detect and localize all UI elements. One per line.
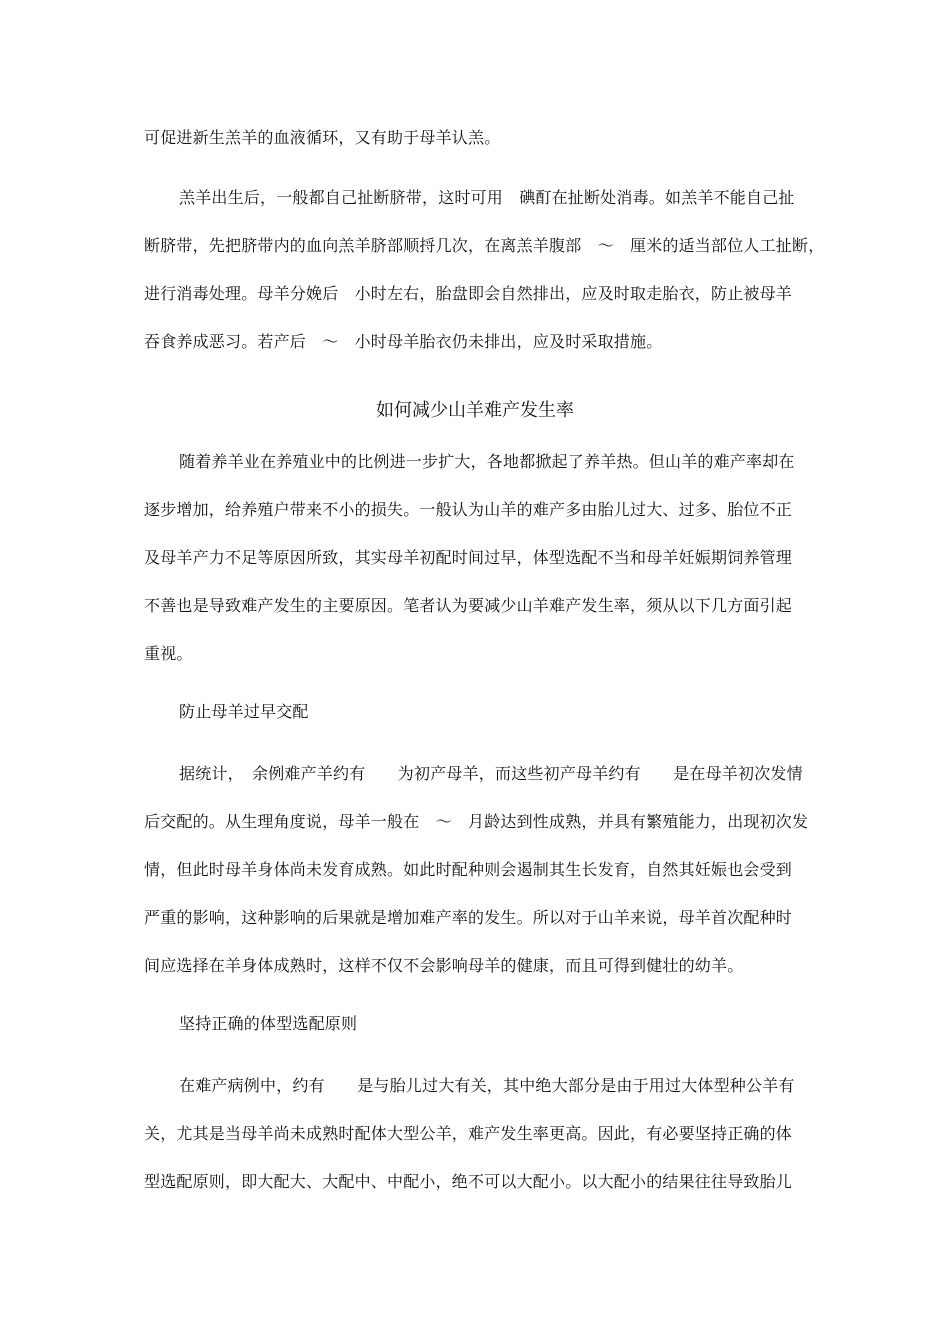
- body-line: 吞食养成恶习。若产后 ～ 小时母羊胎衣仍未排出，应及时采取措施。: [144, 332, 663, 351]
- body-line: 及母羊产力不足等原因所致，其实母羊初配时间过早，体型选配不当和母羊妊娠期饲养管理: [144, 548, 793, 567]
- body-line: 据统计， 余例难产羊约有 为初产母羊，而这些初产母羊约有 是在母羊初次发情: [179, 764, 803, 783]
- body-line: 重视。: [144, 644, 193, 663]
- body-line: 后交配的。从生理角度说，母羊一般在 ～ 月龄达到性成熟，并具有繁殖能力，出现初次发: [144, 812, 809, 831]
- body-line: 逐步增加，给养殖户带来不小的损失。一般认为山羊的难产多由胎儿过大、过多、胎位不正: [144, 500, 793, 519]
- body-line: 情，但此时母羊身体尚未发育成熟。如此时配种则会遏制其生长发育，自然其妊娠也会受到: [144, 860, 793, 879]
- body-line: 严重的影响，这种影响的后果就是增加难产率的发生。所以对于山羊来说，母羊首次配种时: [144, 908, 793, 927]
- body-line: 型选配原则，即大配大、大配中、中配小，绝不可以大配小。以大配小的结果往往导致胎儿: [144, 1172, 793, 1191]
- body-line: 在难产病例中，约有 是与胎儿过大有关，其中绝大部分是由于用过大体型种公羊有: [179, 1076, 795, 1095]
- body-line: 断脐带，先把脐带内的血向羔羊脐部顺捋几次，在离羔羊腹部 ～ 厘米的适当部位人工扯断，: [144, 236, 825, 255]
- body-line: 进行消毒处理。母羊分娩后 小时左右，胎盘即会自然排出，应及时取走胎衣，防止被母羊: [144, 284, 793, 303]
- body-line: 可促进新生羔羊的血液循环，又有助于母羊认羔。: [144, 128, 501, 147]
- body-line: 羔羊出生后，一般都自己扯断脐带，这时可用 碘酊在扯断处消毒。如羔羊不能自己扯: [179, 188, 795, 207]
- body-line: 关，尤其是当母羊尚未成熟时配体大型公羊，难产发生率更高。因此，有必要坚持正确的体: [144, 1124, 793, 1143]
- body-line: 不善也是导致难产发生的主要原因。笔者认为要减少山羊难产发生率，须从以下几方面引起: [144, 596, 793, 615]
- subheading: 坚持正确的体型选配原则: [179, 1014, 358, 1033]
- section-title: 如何减少山羊难产发生率: [376, 400, 574, 421]
- subheading: 防止母羊过早交配: [179, 702, 309, 721]
- body-line: 随着养羊业在养殖业中的比例进一步扩大，各地都掀起了养羊热。但山羊的难产率却在: [179, 452, 795, 471]
- body-line: 间应选择在羊身体成熟时，这样不仅不会影响母羊的健康，而且可得到健壮的幼羊。: [144, 956, 744, 975]
